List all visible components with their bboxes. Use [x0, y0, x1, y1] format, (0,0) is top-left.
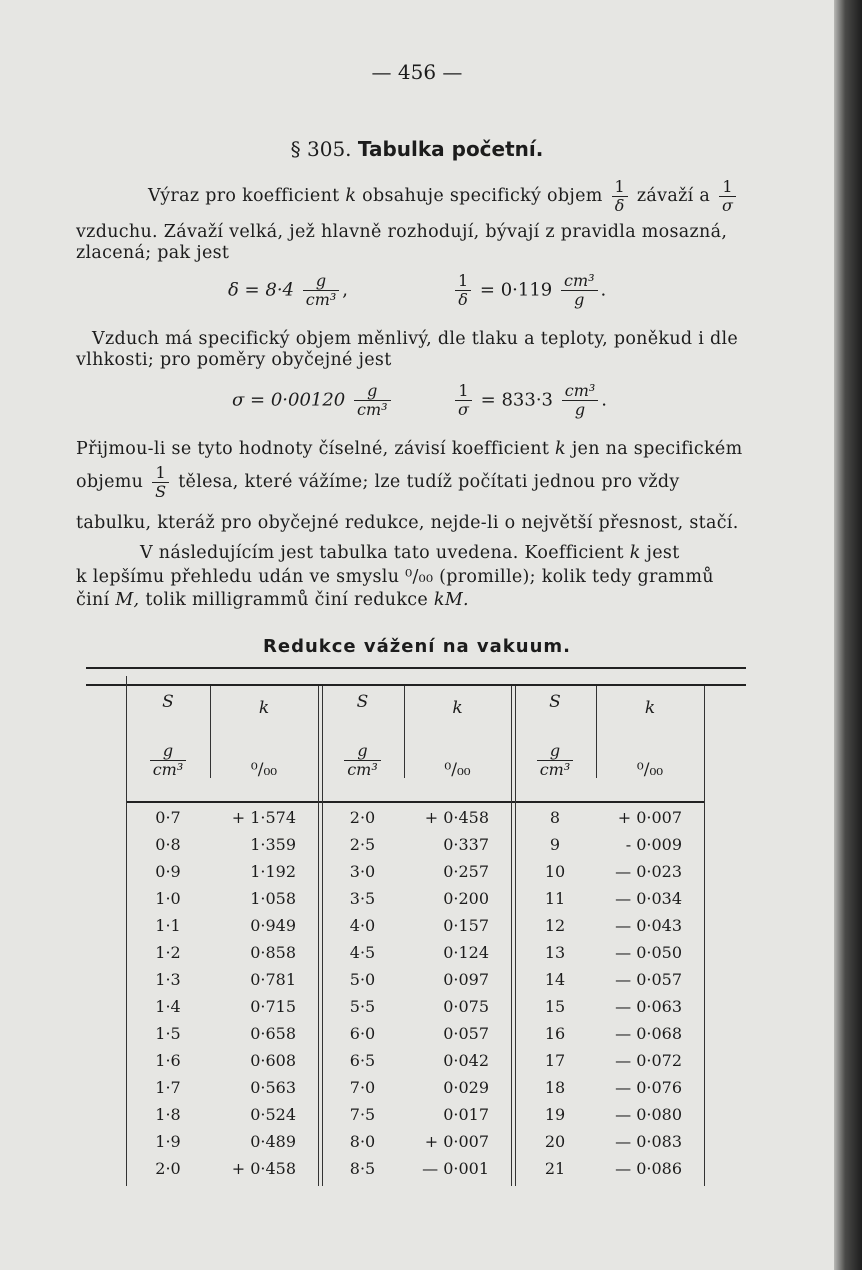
- table-cell-k: + 0·007: [424, 1132, 489, 1151]
- table-cell-S: 12: [544, 916, 566, 935]
- paragraph-3-line-3: tabulku, kteráž pro obyčejné redukce, nejde-li o největší přesnost, stačí.: [76, 513, 739, 533]
- paragraph-4-line-3: činí M, tolik milligrammů činí redukce kM.: [76, 590, 469, 610]
- formula-one-over-delta: $\frac{1}{\delta}$ = 0·119 $\frac{\text{cm³}}{g}$ .: [452, 272, 606, 309]
- table-cell-k: 0·017: [443, 1105, 489, 1124]
- paragraph-2-line-1: Vzduch má specifický objem měnlivý, dle tlaku a teploty, poněkud i dle: [92, 329, 739, 349]
- table-cell-S: 10: [544, 862, 566, 881]
- table-cell-S: 6·0: [349, 1024, 376, 1043]
- table-cell-k: — 0·063: [615, 997, 682, 1016]
- table-cell-k: 1·058: [250, 889, 296, 908]
- table-unit-k: ⁰/₀₀: [250, 760, 278, 780]
- paragraph-4-line-2: k lepšímu přehledu udán ve smyslu ⁰/₀₀ (promille); kolik tedy grammů: [76, 567, 714, 587]
- paragraph-4-line-1: V následujícím jest tabulka tato uvedena. Koefficient k jest: [140, 543, 680, 563]
- table-cell-k: + 0·458: [231, 1159, 296, 1178]
- table-cell-k: 0·097: [443, 970, 489, 989]
- table-cell-S: 2·5: [349, 835, 376, 854]
- paragraph-1-line-3: zlacená; pak jest: [76, 243, 230, 263]
- table-header-rule: [126, 801, 704, 803]
- page-number: — 456 —: [371, 60, 463, 84]
- table-cell-S: 18: [544, 1078, 566, 1097]
- table-header-S: S: [162, 692, 174, 712]
- table-cell-k: 0·124: [443, 943, 489, 962]
- table-cell-S: 1·3: [155, 970, 181, 989]
- section-mark: § 305.: [290, 137, 352, 161]
- table-cell-S: 8·0: [349, 1132, 376, 1151]
- table-header-k: k: [644, 698, 656, 718]
- table-cell-k: — 0·083: [615, 1132, 682, 1151]
- table-cell-S: 1·0: [155, 889, 181, 908]
- section-heading: [0, 137, 834, 161]
- table-cell-k: — 0·072: [615, 1051, 682, 1070]
- table-cell-k: + 0·458: [424, 808, 489, 827]
- table-top-rule: [86, 667, 746, 669]
- table-cell-S: 3·5: [349, 889, 376, 908]
- table-cell-k: 0·715: [250, 997, 296, 1016]
- table-cell-k: — 0·043: [615, 916, 682, 935]
- table-cell-S: 7·5: [349, 1105, 376, 1124]
- table-cell-S: 4·5: [349, 943, 376, 962]
- table-cell-k: — 0·086: [615, 1159, 682, 1178]
- fraction-one-over-delta: $\frac{1}{\delta}$: [612, 178, 628, 215]
- table-cell-S: 20: [544, 1132, 566, 1151]
- table-cell-S: 21: [544, 1159, 566, 1178]
- table-cell-S: 1·2: [155, 943, 181, 962]
- table-cell-S: 3·0: [349, 862, 376, 881]
- section-title: Tabulka početní.: [357, 137, 544, 161]
- table-cell-k: 0·658: [250, 1024, 296, 1043]
- table-cell-k: + 0·007: [617, 808, 682, 827]
- table-cell-S: 1·9: [155, 1132, 181, 1151]
- table-title: Redukce vážení na vakuum.: [263, 636, 571, 657]
- table-cell-k: 0·608: [250, 1051, 296, 1070]
- table-cell-k: + 1·574: [231, 808, 296, 827]
- table-cell-S: 14: [544, 970, 566, 989]
- paragraph-2-line-2: vlhkosti; pro poměry obyčejné jest: [76, 350, 392, 370]
- table-cell-S: 2·0: [155, 1159, 181, 1178]
- table-cell-S: 0·7: [155, 808, 181, 827]
- table-cell-S: 8: [549, 808, 561, 827]
- table-top-rule-2: [86, 684, 746, 686]
- table-cell-S: 1·8: [155, 1105, 181, 1124]
- table-cell-k: 0·057: [443, 1024, 489, 1043]
- table-cell-k: — 0·023: [615, 862, 682, 881]
- table-vline: [704, 686, 705, 1186]
- table-cell-S: 19: [544, 1105, 566, 1124]
- table-cell-S: 6·5: [349, 1051, 376, 1070]
- table-header-S: S: [356, 692, 369, 712]
- book-spine-shadow: [834, 0, 862, 1270]
- table-unit-k: ⁰/₀₀: [444, 760, 471, 780]
- table-cell-k: — 0·057: [615, 970, 682, 989]
- table-cell-S: 5·0: [349, 970, 376, 989]
- table-cell-k: 1·359: [250, 835, 296, 854]
- table-cell-k: — 0·080: [615, 1105, 682, 1124]
- table-cell-S: 0·8: [155, 835, 181, 854]
- table-unit-k: ⁰/₀₀: [636, 760, 664, 780]
- table-cell-k: 0·949: [250, 916, 296, 935]
- table-cell-k: 0·029: [443, 1078, 489, 1097]
- table-cell-S: 17: [544, 1051, 566, 1070]
- table-cell-k: 0·257: [443, 862, 489, 881]
- table-cell-S: 1·6: [155, 1051, 181, 1070]
- table-cell-S: 8·5: [349, 1159, 376, 1178]
- table-cell-S: 1·4: [155, 997, 181, 1016]
- table-unit-S: $\frac{g}{\text{cm³}}$: [321, 742, 404, 779]
- table-cell-S: 1·1: [155, 916, 181, 935]
- paragraph-3-line-1: Přijmou-li se tyto hodnoty číselné, závisí koefficient k jen na specifickém: [76, 439, 743, 459]
- table-cell-S: 11: [544, 889, 566, 908]
- table-cell-S: 16: [544, 1024, 566, 1043]
- paragraph-1-line-1: Výraz pro koefficient k obsahuje specifický objem $\frac{1}{\delta}$ závaží a $\frac{1}{\sigma}$: [76, 178, 756, 215]
- table-cell-k: 0·524: [250, 1105, 296, 1124]
- paragraph-3-line-2: objemu $\frac{1}{S}$ tělesa, které vážíme; lze tudíž počítati jednou pro vždy: [76, 463, 680, 501]
- table-cell-k: 0·337: [443, 835, 489, 854]
- table-cell-k: — 0·050: [615, 943, 682, 962]
- table-cell-k: 1·192: [250, 862, 296, 881]
- paragraph-1-line-2: vzduchu. Závaží velká, jež hlavně rozhodují, bývají z pravidla mosazná,: [76, 222, 728, 242]
- table-cell-k: 0·489: [250, 1132, 296, 1151]
- table-cell-k: 0·075: [443, 997, 489, 1016]
- table-cell-k: - 0·009: [625, 835, 682, 854]
- table-cell-S: 1·7: [155, 1078, 181, 1097]
- table-cell-S: 4·0: [349, 916, 376, 935]
- table-cell-S: 2·0: [349, 808, 376, 827]
- table-header-S: S: [549, 692, 561, 712]
- table-cell-S: 0·9: [155, 862, 181, 881]
- table-cell-k: — 0·076: [615, 1078, 682, 1097]
- table-cell-k: 0·200: [443, 889, 489, 908]
- formula-delta: δ = 8·4 $\frac{g}{\text{cm³}}$ ,: [228, 271, 349, 309]
- table-cell-S: 7·0: [349, 1078, 376, 1097]
- table-cell-S: 15: [544, 997, 566, 1016]
- table-cell-k: 0·042: [443, 1051, 489, 1070]
- table-cell-k: — 0·034: [615, 889, 682, 908]
- table-unit-S: $\frac{g}{\text{cm³}}$: [514, 742, 596, 779]
- table-cell-k: — 0·001: [422, 1159, 489, 1178]
- table-unit-S: $\frac{g}{\text{cm³}}$: [126, 742, 210, 779]
- table-cell-k: 0·781: [250, 970, 296, 989]
- table-cell-S: 9: [549, 835, 561, 854]
- fraction-one-over-sigma: $\frac{1}{\sigma}$: [719, 178, 736, 215]
- table-cell-k: — 0·068: [615, 1024, 682, 1043]
- table-cell-S: 1·5: [155, 1024, 181, 1043]
- formula-sigma: σ = 0·00120 $\frac{g}{\text{cm³}}$: [232, 382, 394, 419]
- table-cell-S: 5·5: [349, 997, 376, 1016]
- table-cell-k: 0·858: [250, 943, 296, 962]
- table-cell-k: 0·563: [250, 1078, 296, 1097]
- formula-one-over-sigma: $\frac{1}{\sigma}$ = 833·3 $\frac{\text{cm³}}{g}$ .: [452, 382, 607, 419]
- table-header-k: k: [452, 698, 463, 718]
- table-cell-S: 13: [544, 943, 566, 962]
- table-header-k: k: [258, 698, 270, 718]
- table-cell-k: 0·157: [443, 916, 489, 935]
